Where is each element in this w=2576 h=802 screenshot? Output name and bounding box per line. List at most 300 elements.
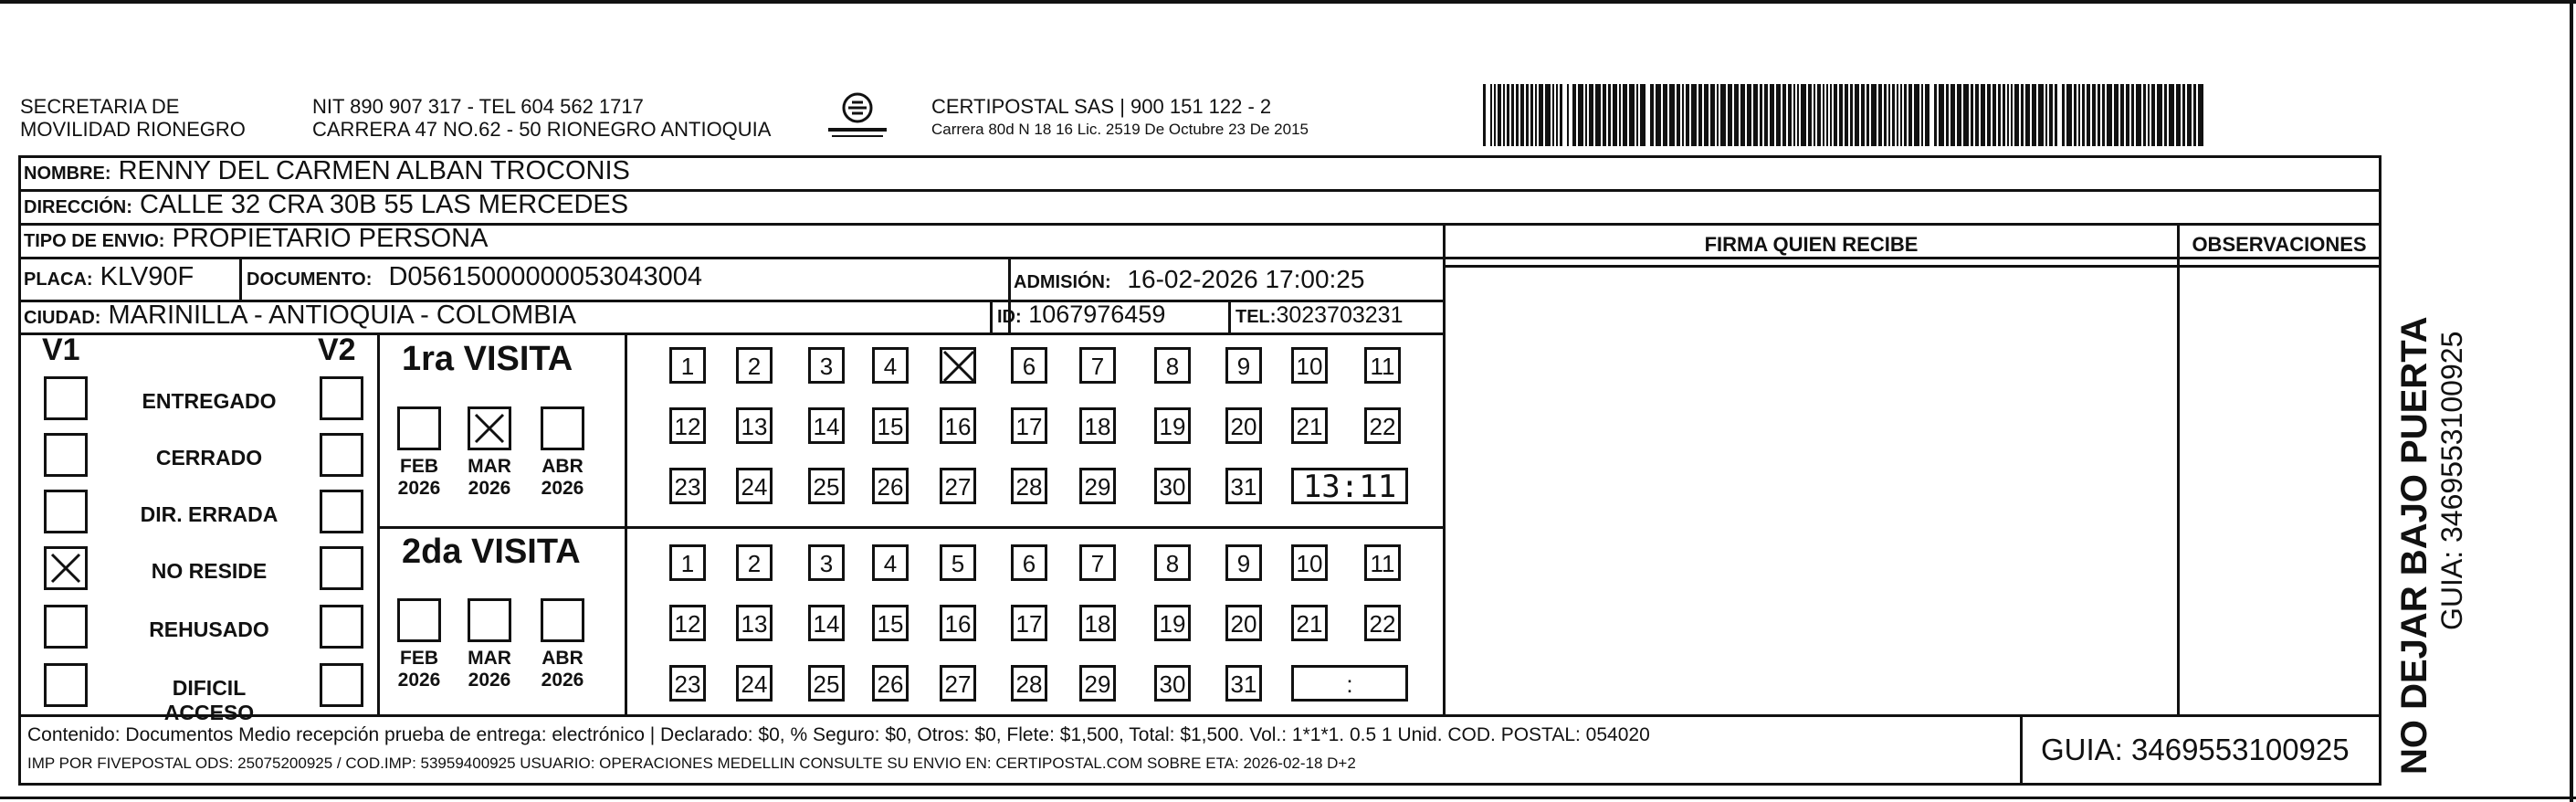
grid-line: [18, 155, 21, 715]
barcode-bar: [1691, 84, 1697, 146]
barcode-bar: [1866, 84, 1869, 146]
barcode-bar: [1623, 84, 1627, 146]
v1-checkbox[interactable]: [44, 433, 88, 477]
placa-label: PLACA:: [24, 269, 93, 290]
tipo-envio-field: [24, 224, 488, 254]
barcode-bar: [1921, 84, 1923, 146]
barcode-bar: [1503, 84, 1505, 146]
barcode-bar: [1760, 84, 1762, 146]
courier-line1: CERTIPOSTAL SAS | 900 151 122 - 2: [931, 95, 1272, 118]
barcode-bar: [1728, 84, 1732, 146]
courier-line2: Carrera 80d N 18 16 Lic. 2519 De Octubre 23 De 2015: [931, 121, 1309, 138]
grid-line: [2020, 714, 2023, 786]
grid-line: [18, 714, 2381, 717]
nit-block: [312, 95, 771, 141]
barcode-bar: [1552, 84, 1554, 146]
barcode-bar: [1939, 84, 1944, 146]
barcode-bar: [1498, 84, 1501, 146]
barcode-bar: [2176, 84, 2181, 146]
v1-label: V1: [42, 332, 80, 367]
day-box[interactable]: 8: [1154, 347, 1191, 384]
day-box[interactable]: 7: [1079, 347, 1116, 384]
tel-value: 3023703231: [1276, 302, 1404, 328]
barcode-bar: [2193, 84, 2196, 146]
status-label: CERRADO: [155, 446, 263, 470]
second-visit-label: 2da VISITA: [402, 533, 581, 571]
barcode-bar: [2148, 84, 2150, 146]
barcode-bar: [1963, 84, 1969, 146]
certipostal-logo-icon: [825, 90, 890, 142]
documento-field: [247, 262, 702, 292]
barcode-bar: [1539, 84, 1543, 146]
barcode-bar: [1734, 84, 1739, 146]
day-box[interactable]: 24: [736, 665, 773, 702]
barcode-bar: [1900, 84, 1902, 146]
barcode-bar: [1613, 84, 1617, 146]
day-box[interactable]: 6: [1011, 544, 1047, 581]
day-box[interactable]: 25: [808, 665, 845, 702]
page-bottom-border: [0, 797, 2576, 799]
day-box[interactable]: 2: [736, 544, 773, 581]
barcode-bar: [2102, 84, 2105, 146]
barcode-bar: [1797, 84, 1799, 146]
first-visit-label: 1ra VISITA: [402, 340, 573, 378]
grid-line: [1443, 223, 1446, 715]
barcode-bar: [2087, 84, 2090, 146]
barcode-bar: [2014, 84, 2019, 146]
barcode-bar: [1861, 84, 1865, 146]
day-box[interactable]: 28: [1011, 468, 1047, 504]
barcode-bar: [1717, 84, 1719, 146]
barcode-bar: [2074, 84, 2077, 146]
day-box[interactable]: 7: [1079, 544, 1116, 581]
admision-value: 16-02-2026 17:00:25: [1127, 265, 1365, 293]
barcode-bar: [1530, 84, 1533, 146]
month-option[interactable]: [534, 406, 591, 500]
month-name: MAR: [468, 456, 511, 477]
grid-line: [1228, 300, 1231, 334]
month-checkbox[interactable]: [468, 406, 511, 450]
barcode-bar: [2164, 84, 2167, 146]
day-box[interactable]: 29: [1079, 665, 1116, 702]
barcode-bar: [1914, 84, 1919, 146]
courier-block: [931, 95, 1309, 141]
barcode-bar: [1567, 84, 1569, 146]
barcode-bar: [2045, 84, 2047, 146]
month-checkbox[interactable]: [397, 406, 441, 450]
day-box[interactable]: 17: [1011, 605, 1047, 641]
barcode-bar: [2198, 84, 2203, 146]
day-box[interactable]: 30: [1154, 665, 1191, 702]
day-box[interactable]: 11: [1364, 347, 1401, 384]
barcode-bar: [2003, 84, 2005, 146]
tel-field: [1235, 302, 1403, 329]
barcode-bar: [1608, 84, 1611, 146]
day-box[interactable]: 15: [872, 407, 909, 444]
nombre-field: [24, 156, 630, 186]
id-value: 1067976459: [1028, 301, 1166, 328]
month-name: FEB: [400, 456, 438, 477]
barcode-bar: [1975, 84, 1979, 146]
barcode-bar: [2143, 84, 2146, 146]
day-box[interactable]: 27: [940, 665, 976, 702]
grid-line: [990, 300, 993, 334]
barcode-bar: [1507, 84, 1509, 146]
barcode-bar: [1992, 84, 1996, 146]
day-box[interactable]: 3: [808, 544, 845, 581]
barcode-bar: [2025, 84, 2030, 146]
barcode-bar: [1855, 84, 1859, 146]
barcode-bar: [2107, 84, 2112, 146]
barcode-bar: [2098, 84, 2100, 146]
direccion-field: [24, 190, 628, 220]
day-box[interactable]: 31: [1225, 468, 1262, 504]
month-option[interactable]: [534, 598, 591, 691]
nit-line: NIT 890 907 317 - TEL 604 562 1717: [312, 95, 644, 118]
page-right-border: [2570, 0, 2573, 802]
barcode-bar: [1830, 84, 1832, 146]
v1-checkbox[interactable]: [44, 490, 88, 533]
day-box[interactable]: 16: [940, 407, 976, 444]
month-year: 2026: [468, 670, 511, 691]
day-box[interactable]: 8: [1154, 544, 1191, 581]
day-box[interactable]: 16: [940, 605, 976, 641]
grid-line: [18, 332, 1446, 335]
admision-field: [1014, 265, 1364, 294]
barcode-bar: [1494, 84, 1496, 146]
barcode-bar: [1884, 84, 1887, 146]
barcode-bar: [2151, 84, 2155, 146]
barcode-bar: [1850, 84, 1853, 146]
month-option[interactable]: [391, 598, 447, 691]
grid-line: [625, 332, 627, 715]
barcode-bar: [1619, 84, 1621, 146]
day-box[interactable]: 26: [872, 665, 909, 702]
month-year: 2026: [541, 670, 584, 691]
grid-line: [239, 259, 242, 301]
day-box[interactable]: 18: [1079, 605, 1116, 641]
day-box[interactable]: 30: [1154, 468, 1191, 504]
barcode-bar: [2032, 84, 2036, 146]
barcode-bar: [2055, 84, 2057, 146]
day-box[interactable]: 5: [940, 544, 976, 581]
barcode-bar: [2078, 84, 2080, 146]
v2-checkbox[interactable]: [320, 490, 363, 533]
barcode-bar: [2066, 84, 2072, 146]
address-line: CARRERA 47 NO.62 - 50 RIONEGRO ANTIOQUIA: [312, 118, 772, 141]
barcode-bar: [1560, 84, 1562, 146]
barcode-bar: [1892, 84, 1895, 146]
grid-line: [2177, 223, 2180, 715]
v2-label: V2: [318, 332, 356, 367]
day-box[interactable]: 10: [1291, 544, 1328, 581]
grid-line: [18, 257, 2381, 259]
barcode-bar: [1782, 84, 1786, 146]
footer-guia: GUIA: 3469553100925: [2041, 733, 2350, 766]
month-name: MAR: [468, 648, 511, 669]
ciudad-label: CIUDAD:: [24, 308, 101, 328]
barcode-bar: [1629, 84, 1635, 146]
month-option[interactable]: [391, 406, 447, 500]
id-label: ID:: [997, 307, 1022, 327]
barcode-bar: [1845, 84, 1848, 146]
barcode-bar: [1640, 84, 1645, 146]
day-box[interactable]: 18: [1079, 407, 1116, 444]
month-year: 2026: [468, 478, 511, 499]
month-name: ABR: [541, 648, 584, 669]
barcode-bar: [1483, 84, 1486, 146]
barcode-bar: [1740, 84, 1745, 146]
grid-line: [377, 526, 1446, 529]
v2-checkbox[interactable]: [320, 546, 363, 590]
grid-line: [2379, 155, 2381, 786]
admision-label: ADMISIÓN:: [1014, 272, 1111, 292]
v1-checkbox[interactable]: [44, 376, 88, 420]
month-name: ABR: [541, 456, 584, 477]
placa-field: [24, 262, 194, 292]
barcode-bar: [1946, 84, 1949, 146]
day-box[interactable]: 24: [736, 468, 773, 504]
day-box[interactable]: 1: [669, 347, 706, 384]
documento-label: DOCUMENTO:: [247, 269, 373, 290]
month-year: 2026: [397, 670, 441, 691]
status-label: ENTREGADO: [142, 389, 277, 413]
barcode-bar: [1516, 84, 1519, 146]
barcode-bar: [1677, 84, 1680, 146]
day-box[interactable]: 6: [1011, 347, 1047, 384]
barcode-bar: [1834, 84, 1837, 146]
placa-value: KLV90F: [100, 262, 195, 291]
day-box[interactable]: 23: [669, 665, 706, 702]
tel-label: TEL:: [1235, 307, 1277, 327]
tipo-envio-label: TIPO DE ENVIO:: [24, 231, 165, 251]
day-box[interactable]: 29: [1079, 468, 1116, 504]
barcode-bar: [2062, 84, 2065, 146]
imp-text: IMP POR FIVEPOSTAL ODS: 25075200925 / COD.IMP: 53959400925 USUARIO: OPERACIONES MEDELLIN CONSULTE SU ENVIO EN: CERTIPOSTAL.COM SOBRE ETA: 2026-02-18 D+2: [27, 755, 1356, 772]
day-box[interactable]: 13: [736, 407, 773, 444]
barcode-bar: [1585, 84, 1587, 146]
day-box[interactable]: 2: [736, 347, 773, 384]
ciudad-field: [24, 301, 576, 331]
barcode-bar: [1511, 84, 1514, 146]
day-box[interactable]: 25: [808, 468, 845, 504]
barcode-bar: [2038, 84, 2044, 146]
month-checkbox[interactable]: [541, 598, 584, 642]
barcode-bar: [1704, 84, 1709, 146]
day-box[interactable]: 20: [1225, 407, 1262, 444]
day-box[interactable]: 9: [1225, 347, 1262, 384]
barcode-bar: [1817, 84, 1821, 146]
barcode-bar: [1589, 84, 1593, 146]
status-label: DIR. ERRADA: [140, 502, 279, 526]
day-box[interactable]: 21: [1291, 605, 1328, 641]
month-option[interactable]: [461, 598, 518, 691]
month-year: 2026: [397, 478, 441, 499]
barcode-bar: [1826, 84, 1828, 146]
grid-line: [18, 714, 21, 786]
barcode-bar: [1808, 84, 1812, 146]
cross-mark-icon: [942, 350, 975, 383]
visit-time-field[interactable]: 13:11: [1291, 468, 1408, 504]
day-box[interactable]: 13: [736, 605, 773, 641]
barcode-bar: [1595, 84, 1601, 146]
day-box[interactable]: 22: [1364, 605, 1401, 641]
barcode-bar: [2169, 84, 2174, 146]
side-guia: GUIA: 3469553100925: [2435, 331, 2468, 630]
day-box[interactable]: 19: [1154, 407, 1191, 444]
barcode-bar: [1686, 84, 1689, 146]
barcode-bar: [1950, 84, 1955, 146]
day-box[interactable]: 31: [1225, 665, 1262, 702]
day-box[interactable]: 12: [669, 407, 706, 444]
barcode-bar: [1871, 84, 1877, 146]
barcode-bar: [2082, 84, 2085, 146]
v2-checkbox[interactable]: [320, 605, 363, 649]
barcode-bar: [1934, 84, 1937, 146]
barcode-bar: [1957, 84, 1961, 146]
day-box[interactable]: 28: [1011, 665, 1047, 702]
day-box[interactable]: 11: [1364, 544, 1401, 581]
grid-line: [1446, 265, 2381, 268]
firma-heading: FIRMA QUIEN RECIBE: [1704, 233, 1919, 256]
barcode-bar: [1663, 84, 1667, 146]
barcode-bar: [1888, 84, 1890, 146]
barcode-bar: [1971, 84, 1973, 146]
barcode-bar: [2114, 84, 2119, 146]
v2-checkbox[interactable]: [320, 433, 363, 477]
barcode-bar: [2187, 84, 2192, 146]
v1-checkbox[interactable]: [44, 546, 88, 590]
barcode: [1483, 84, 2206, 146]
barcode-bar: [1788, 84, 1792, 146]
day-box[interactable]: 23: [669, 468, 706, 504]
barcode-bar: [1908, 84, 1912, 146]
month-year: 2026: [541, 478, 584, 499]
month-name: FEB: [400, 648, 438, 669]
barcode-bar: [1578, 84, 1583, 146]
barcode-bar: [1998, 84, 2001, 146]
barcode-bar: [1753, 84, 1758, 146]
id-field: [997, 301, 1165, 329]
day-box[interactable]: 14: [808, 407, 845, 444]
cross-mark-icon: [472, 411, 507, 446]
barcode-bar: [1650, 84, 1654, 146]
sender-block: [20, 95, 246, 141]
day-box[interactable]: 20: [1225, 605, 1262, 641]
v1-checkbox[interactable]: [44, 663, 88, 707]
v2-checkbox[interactable]: [320, 376, 363, 420]
day-box[interactable]: 26: [872, 468, 909, 504]
barcode-bar: [1981, 84, 1985, 146]
barcode-bar: [1793, 84, 1795, 146]
day-box[interactable]: 4: [872, 544, 909, 581]
day-box[interactable]: 27: [940, 468, 976, 504]
grid-line: [18, 783, 2381, 786]
barcode-bar: [1656, 84, 1661, 146]
barcode-bar: [2011, 84, 2013, 146]
barcode-bar: [1556, 84, 1558, 146]
barcode-bar: [1682, 84, 1684, 146]
month-checkbox[interactable]: [468, 598, 511, 642]
barcode-bar: [2182, 84, 2185, 146]
day-box[interactable]: 10: [1291, 347, 1328, 384]
day-box[interactable]: 14: [808, 605, 845, 641]
barcode-bar: [1839, 84, 1843, 146]
day-box[interactable]: 12: [669, 605, 706, 641]
barcode-bar: [2049, 84, 2053, 146]
month-checkbox[interactable]: [397, 598, 441, 642]
visit-time-field[interactable]: :: [1291, 665, 1408, 702]
barcode-bar: [1897, 84, 1898, 146]
barcode-bar: [1801, 84, 1806, 146]
day-box[interactable]: 1: [669, 544, 706, 581]
barcode-bar: [1814, 84, 1815, 146]
day-box[interactable]: 4: [872, 347, 909, 384]
sender-line1: SECRETARIA DE: [20, 95, 180, 118]
nombre-value: RENNY DEL CARMEN ALBAN TROCONIS: [118, 156, 630, 185]
barcode-bar: [1535, 84, 1537, 146]
documento-value: D05615000000053043004: [388, 262, 702, 291]
direccion-value: CALLE 32 CRA 30B 55 LAS MERCEDES: [139, 190, 629, 219]
sender-line2: MOVILIDAD RIONEGRO: [20, 118, 246, 141]
barcode-bar: [1747, 84, 1751, 146]
observaciones-heading: OBSERVACIONES: [2192, 233, 2367, 256]
day-box[interactable]: 19: [1154, 605, 1191, 641]
ciudad-value: MARINILLA - ANTIOQUIA - COLOMBIA: [108, 301, 576, 330]
status-label: REHUSADO: [149, 617, 269, 641]
barcode-bar: [1603, 84, 1606, 146]
barcode-bar: [2120, 84, 2124, 146]
cross-mark-icon: [48, 551, 83, 586]
barcode-bar: [2092, 84, 2096, 146]
day-box[interactable]: 22: [1364, 407, 1401, 444]
barcode-bar: [1669, 84, 1675, 146]
month-checkbox[interactable]: [541, 406, 584, 450]
nombre-label: NOMBRE:: [24, 164, 111, 184]
barcode-bar: [2131, 84, 2134, 146]
day-box[interactable]: 21: [1291, 407, 1328, 444]
day-box[interactable]: 17: [1011, 407, 1047, 444]
barcode-bar: [1698, 84, 1702, 146]
day-box[interactable]: 3: [808, 347, 845, 384]
page-top-border: [0, 0, 2576, 4]
status-label: NO RESIDE: [151, 559, 268, 583]
barcode-bar: [1490, 84, 1492, 146]
barcode-bar: [1925, 84, 1929, 146]
barcode-bar: [1572, 84, 1576, 146]
barcode-bar: [1710, 84, 1715, 146]
day-box[interactable]: [940, 347, 976, 384]
side-notice: NO DEJAR BAJO PUERTA: [2394, 316, 2434, 775]
month-option[interactable]: [461, 406, 518, 500]
barcode-bar: [1764, 84, 1768, 146]
barcode-bar: [1987, 84, 1991, 146]
day-box[interactable]: 9: [1225, 544, 1262, 581]
v2-checkbox[interactable]: [320, 663, 363, 707]
barcode-bar: [1904, 84, 1907, 146]
barcode-bar: [1823, 84, 1824, 146]
grid-line: [377, 332, 380, 715]
contenido-text: Contenido: Documentos Medio recepción prueba de entrega: electrónico | Declarado: $0, % Seguro: $0, Otros: $0, Flete: $1,500, Total: $1,500. Vol.: 1*1*1. 0.5 1 Unid. COD. POSTAL: 054020: [27, 724, 1650, 745]
day-box[interactable]: 15: [872, 605, 909, 641]
v1-checkbox[interactable]: [44, 605, 88, 649]
barcode-bar: [1526, 84, 1529, 146]
barcode-bar: [1520, 84, 1524, 146]
barcode-bar: [2126, 84, 2129, 146]
barcode-bar: [2157, 84, 2162, 146]
barcode-bar: [1878, 84, 1882, 146]
barcode-bar: [2021, 84, 2024, 146]
